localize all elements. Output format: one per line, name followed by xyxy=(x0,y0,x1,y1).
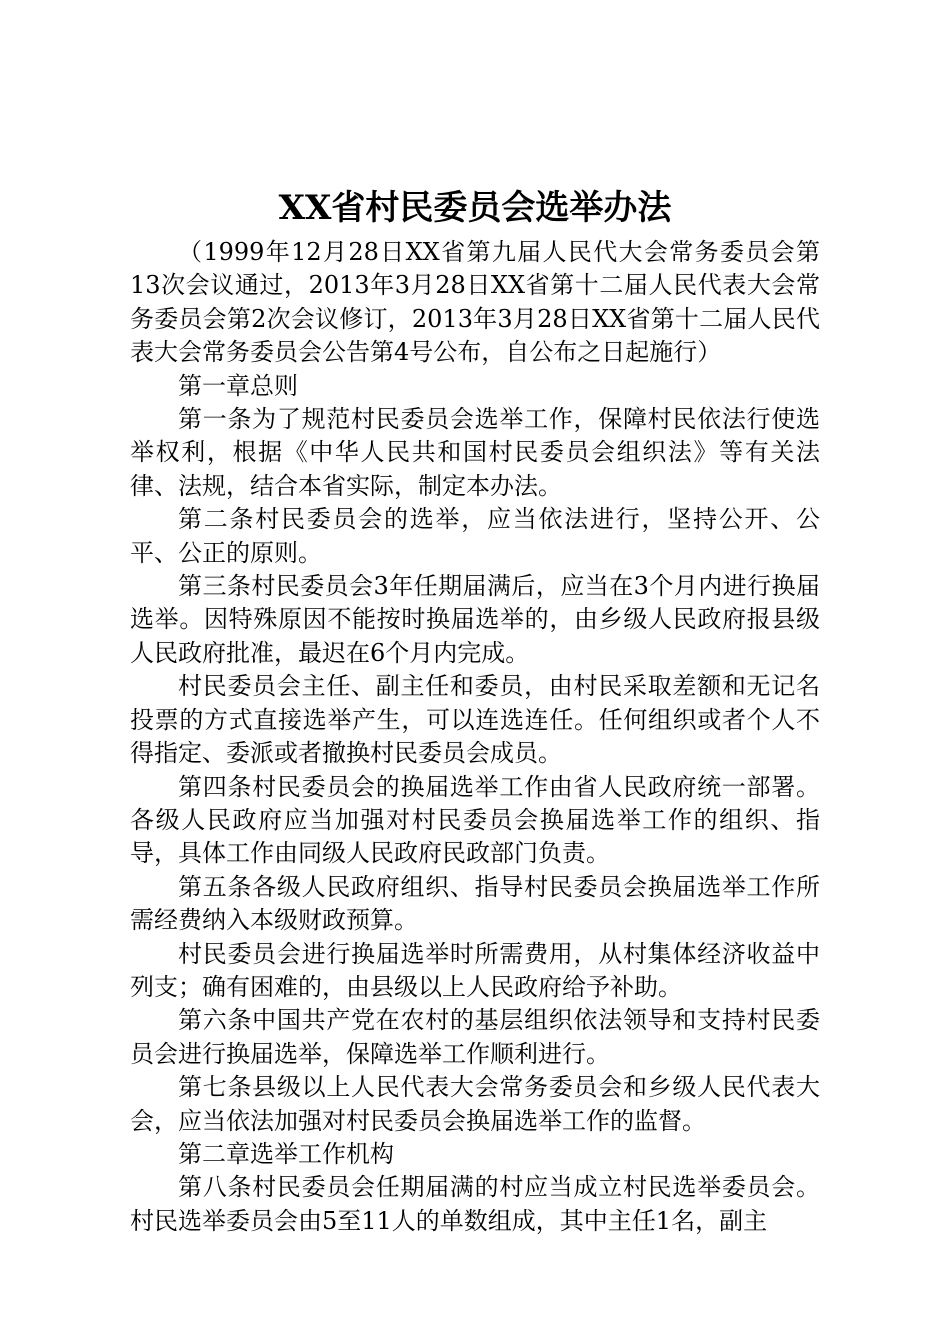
paragraph: 第三条村民委员会3年任期届满后，应当在3个月内进行换届选举。因特殊原因不能按时换届选举的，由乡级人民政府报县级人民政府批准，最迟在6个月内完成。 xyxy=(130,572,820,667)
paragraph: 第六条中国共产党在农村的基层组织依法领导和支持村民委员会进行换届选举，保障选举工作顺利进行。 xyxy=(130,1006,820,1068)
paragraph: 村民委员会进行换届选举时所需费用，从村集体经济收益中列支；确有困难的，由县级以上人民政府给予补助。 xyxy=(130,939,820,1001)
paragraph: 第七条县级以上人民代表大会常务委员会和乡级人民代表大会，应当依法加强对村民委员会换届选举工作的监督。 xyxy=(130,1073,820,1135)
paragraph: 第一条为了规范村民委员会选举工作，保障村民依法行使选举权利，根据《中华人民共和国村民委员会组织法》等有关法律、法规，结合本省实际，制定本办法。 xyxy=(130,405,820,500)
document-title: XX省村民委员会选举办法 xyxy=(278,188,672,228)
chapter-heading: 第二章选举工作机构 xyxy=(178,1139,394,1168)
paragraph: 第二条村民委员会的选举，应当依法进行，坚持公开、公平、公正的原则。 xyxy=(130,505,820,567)
paragraph-preamble: （1999年12月28日XX省第九届人民代大会常务委员会第13次会议通过，2013年3月28日XX省第十二届人民代表大会常务委员会第2次会议修订，2013年3月28日XX省第十二届人民代表大会常务委员会公告第4号公布，自公布之日起施行） xyxy=(130,238,820,367)
paragraph: 第五条各级人民政府组织、指导村民委员会换届选举工作所需经费纳入本级财政预算。 xyxy=(130,872,820,935)
paragraph: 第四条村民委员会的换届选举工作由省人民政府统一部署。各级人民政府应当加强对村民委员会换届选举工作的组织、指导，具体工作由同级人民政府民政部门负责。 xyxy=(130,772,820,868)
chapter-heading: 第一章总则 xyxy=(178,371,298,400)
document-body xyxy=(130,236,820,1238)
paragraph: 第八条村民委员会任期届满的村应当成立村民选举委员会。村民选举委员会由5至11人的单数组成，其中主任1名，副主 xyxy=(130,1173,820,1235)
paragraph: 村民委员会主任、副主任和委员，由村民采取差额和无记名投票的方式直接选举产生，可以连选连任。任何组织或者个人不得指定、委派或者撤换村民委员会成员。 xyxy=(130,672,820,768)
